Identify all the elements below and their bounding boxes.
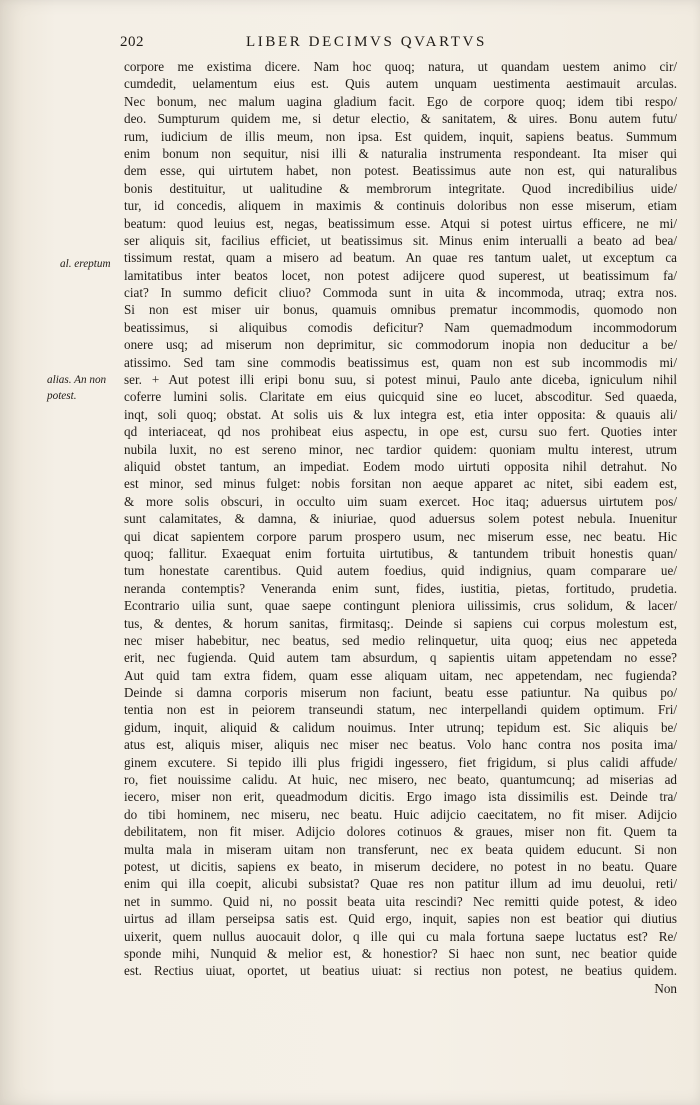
text-line: quoq; fallitur. Exaequat enim fortuita uirtutibus, & tantundem tribuit honestis quan/ — [124, 545, 677, 561]
text-line: beatissimus, si aliquibus comodis deficitur? Nam quemadmodum incommodorum — [124, 319, 677, 335]
page-number: 202 — [120, 34, 144, 50]
text-line: Aut quid tam extra fidem, quam esse aliquam uitam, nec appetendam, nec fugienda? — [124, 667, 677, 683]
text-line: inqt, soli quoq; obstat. At solis uis & lux integra est, etia inter opposita: & quauis ali/ — [124, 406, 677, 422]
main-text — [124, 58, 677, 997]
text-line: gidum, inquit, aliquid & calidum nouimus. Inter utrunq; tepidum est. Sic aliquis be/ — [124, 719, 677, 735]
text-line: potest, ut dicitis, sapiens ex beato, in miserum decidere, no potest in no beatu. Quare — [124, 858, 677, 874]
text-line: rum, iudicium de illis meum, non ipsa. Est quidem, inquit, sapiens beatus. Summum — [124, 128, 677, 144]
text-line: Deinde si damna corporis miserum non faciunt, beatu esse patiuntur. Na quibus po/ — [124, 685, 677, 701]
text-line: cumdedit, uelamentum eius est. Quis autem unquam uestimenta aestimauit arculas. — [124, 76, 677, 92]
text-line: coferre lumini solis. Claritate em eius quicquid sine eo lucet, abscoditur. Sed quaeda, — [124, 389, 677, 405]
running-title: LIBER DECIMVS QVARTVS — [246, 34, 487, 50]
margin-note: alias. An non — [47, 374, 107, 386]
text-line: tus, & dentes, & horum sanitas, firmitasq;. Deinde si sapiens cui corpus molestum est, — [124, 615, 677, 631]
text-line: tur, id concedis, aliquem in maximis & continuis doloribus non esse miserum, etiam — [124, 198, 677, 214]
text-line: debilitatem, non fit miser. Adijcio dolores cotinuos & graues, miser non fit. Quem ta — [124, 824, 677, 840]
text-line: nec miser habebitur, nec beatus, sed medio relinquetur, uita quoq; eius nec appeteda — [124, 632, 677, 648]
text-line: neranda contemptis? Veneranda enim sunt, fides, iustitia, pietas, fortitudo, prudetia. — [124, 580, 677, 596]
text-line: ser. + Aut potest illi eripi bonu suu, si potest minui, Paulo ante diceba, igniculum nihil — [124, 372, 677, 388]
margin-note: al. ereptum — [60, 258, 111, 270]
text-line: ser aliquis sit, facilius efficiet, ut beatissimus sit. Minus enim interualli a beato ad bea/ — [124, 232, 677, 248]
text-line: do tibi hominem, nec miseru, nec beatu. Huic adijcio caecitatem, no fit miser. Adijcio — [124, 806, 677, 822]
text-line: uirtus ad illam perseipsa satis est. Quid ergo, inquit, sapies non est beatior qui diutius — [124, 911, 677, 927]
text-line: nubila luxit, no est sereno minor, nec tardior quidem: quoniam multu interest, utrum — [124, 441, 677, 457]
catchword: Non — [654, 980, 677, 996]
margin-note: potest. — [47, 390, 77, 402]
text-line: Nec bonum, nec malum uagina gladium facit. Ego de corpore quoq; idem tibi respo/ — [124, 93, 677, 109]
text-line: ro, fiet nouissime calidu. At huic, nec misero, nec beato, quantumcunq; ad miserias ad — [124, 772, 677, 788]
text-line: beatum: quod leuius est, negas, beatissimum esse. Atqui si potest uirtus efficere, ne mi/ — [124, 215, 677, 231]
text-line: est minor, sed minus fulget: nobis forsitan non aeque apparet ac nitet, sibi eadem est, — [124, 476, 677, 492]
text-line: ginem excutere. Si tepido illi plus frigidi ingessero, fiet frigidum, si plus calidi affude/ — [124, 754, 677, 770]
text-line: & more solis obscuri, in occulto uim suam exercet. Hoc itaq; aduersus uirtutem pos/ — [124, 493, 677, 509]
text-line: atus est, aliquis miser, aliquis nec miser nec beatus. Volo hanc contra nos posita ima/ — [124, 737, 677, 753]
text-line: atissimo. Sed tam sine commodis beatissimus est, quam non est sub incommodis mi/ — [124, 354, 677, 370]
text-line: bonis destituitur, ut ualitudine & membrorum integritate. Quod incredibilius uide/ — [124, 180, 677, 196]
text-line: multa mala in miseram uitam non transferunt, nec ex beata quidem educunt. Si non — [124, 841, 677, 857]
text-line: tissimum restat, quam a misero ad beatum. An quae res tantum ualet, ut exceptum ca — [124, 250, 677, 266]
text-line: sponde mihi, Nunquid & melior est, & honestior? Si haec non sunt, nec beatior quide — [124, 945, 677, 961]
text-line: qui dicat sapientem corpore parum prospero usum, nec miserum esse, nec beatu. Hic — [124, 528, 677, 544]
text-line: Econtrario uilia sunt, quae saepe contingunt pleniora uilissimis, crus solidum, & lacer/ — [124, 598, 677, 614]
text-line: dem esse, qui uirtutem habet, non potest. Beatissimus aute non est, qui naturalibus — [124, 163, 677, 179]
text-line: net in summo. Quid ni, no possit beata uita rescindi? Nec remitti quide potest, & ideo — [124, 893, 677, 909]
text-line: tentia non est in peiorem transeundi statum, nec interpellandi quidem optimum. Fri/ — [124, 702, 677, 718]
text-line: aliquid obstet tantum, an impediat. Eodem modo uirtuti opposita nihil detrahut. No — [124, 458, 677, 474]
text-line: Si non est miser uir bonus, quamuis omnibus prematur incommodis, quomodo non — [124, 302, 677, 318]
text-line: deo. Sumpturum quidem me, si detur electio, & sanitatem, & uires. Bonu autem futu/ — [124, 111, 677, 127]
text-line: enim bonum non sequitur, nisi illi & naturalia instrumenta respondeant. Ita miser qui — [124, 145, 677, 161]
text-line: qd interiaceat, qd nos prohibeat eius aspectu, in ope est, cursu suo fert. Quoties inter — [124, 424, 677, 440]
text-line: lamitatibus inter beatos locet, non potest adijcere quod superest, ut beatissimum fa/ — [124, 267, 677, 283]
text-line: est. Rectius uiuat, oportet, ut beatius uiuat: si rectius non potest, ne beatius quidem. — [124, 963, 677, 979]
text-line: erit, nec fugienda. Quid autem tam absurdum, q sapientis uitam appetendam no esse? — [124, 650, 677, 666]
margin-notes — [0, 0, 120, 1105]
text-line: corpore me existima dicere. Nam hoc quoq; natura, ut quandam uestem animo cir/ — [124, 59, 677, 74]
text-line: enim qui illa coepit, alicubi subsistat? Quae res non patitur illum ad imu deuolui, reti/ — [124, 876, 677, 892]
text-line: sunt calamitates, & damna, & iniuriae, quod aduersus solem potest nebula. Inuenitur — [124, 511, 677, 527]
text-line: ciat? In summo deficit cliuo? Commoda sunt in uita & incommoda, utraq; extra nos. — [124, 285, 677, 301]
text-line: uixerit, quem nullus auocauit dolor, q ille qui cu mala fortuna saepe luctatus est? Re/ — [124, 928, 677, 944]
text-line: onere usq; ad miserum non deprimitur, sic commodorum inopia non deducitur a be/ — [124, 337, 677, 353]
text-line: tum honestate carentibus. Quid autem foedius, quid indignius, quam comparare ue/ — [124, 563, 677, 579]
text-line: iecero, miser non erit, queadmodum dicitis. Ergo imago ista dissimilis est. Deinde tra/ — [124, 789, 677, 805]
